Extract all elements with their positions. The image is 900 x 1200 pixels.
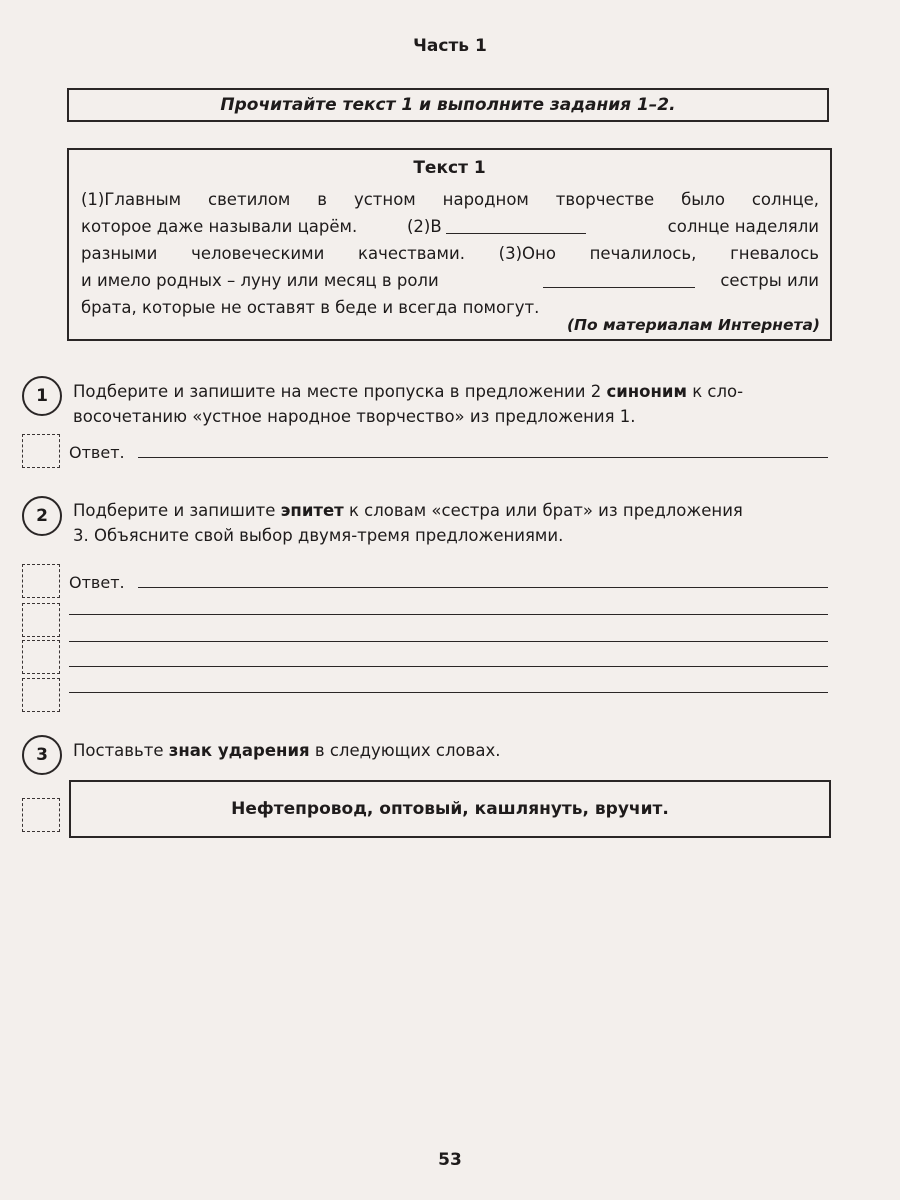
task-2-number: 2 [22, 496, 62, 536]
text1-sentence2-start: (2)В [407, 217, 442, 236]
text1-blank-1 [446, 217, 586, 234]
text1-line-1: (1)Главным светилом в устном народном творчестве было солнце, [81, 190, 819, 209]
instruction-banner: Прочитайте текст 1 и выполните задания 1–2. [67, 88, 829, 122]
task-2-text-a: Подберите и запишите [73, 501, 281, 520]
task-2-answer-line-2[interactable] [69, 614, 828, 615]
task-2-answer-box-2[interactable] [22, 603, 60, 637]
part-title: Часть 1 [413, 36, 487, 56]
page-number: 53 [438, 1150, 462, 1170]
task-1-line-2: восочетанию «устное народное творчество» из предложения 1. [73, 407, 636, 426]
text1-source: (По материалам Интернета) [566, 316, 820, 334]
task-2-text-b: к словам «сестра или брат» из предложения [343, 501, 743, 520]
task-3-keyword: знак ударения [168, 741, 310, 760]
text1-line-2-start: которое даже называли царём. [81, 217, 358, 236]
text1-line-2 [81, 213, 819, 240]
task-1-line-1 [73, 379, 743, 405]
text1-line-4-end: сестры или [720, 271, 819, 290]
task-2-answer-box-1[interactable] [22, 564, 60, 598]
task-3-line-1 [73, 738, 501, 764]
task-1-keyword: синоним [606, 382, 687, 401]
task-2-answer-line-4[interactable] [69, 666, 828, 667]
task-2-line-2: 3. Объясните свой выбор двумя-тремя предложениями. [73, 526, 564, 545]
task-3-answer-box[interactable] [22, 798, 60, 832]
task-2-answer-box-3[interactable] [22, 640, 60, 674]
text1-line-4 [81, 267, 819, 294]
task-2-answer-box-4[interactable] [22, 678, 60, 712]
task-1-answer-label: Ответ. [69, 443, 125, 462]
task-1-answer-line[interactable] [138, 457, 828, 458]
text1-line-2-end: солнце наделяли [667, 217, 819, 236]
text1-line-4-start: и имело родных – луну или месяц в роли [81, 271, 439, 290]
task-3-text-a: Поставьте [73, 741, 169, 760]
task-2-answer-line-3[interactable] [69, 641, 828, 642]
text1-line-5: брата, которые не оставят в беде и всегда помогут. [81, 298, 540, 317]
task-2-line-1 [73, 498, 743, 524]
task-1-number: 1 [22, 376, 62, 416]
text1-blank-2 [543, 271, 695, 288]
task-1-answer-box[interactable] [22, 434, 60, 468]
task-2-answer-label: Ответ. [69, 573, 125, 592]
text1-title: Текст 1 [413, 158, 486, 178]
task-2-answer-line-1[interactable] [138, 587, 828, 588]
task-2-answer-line-5[interactable] [69, 692, 828, 693]
text1-box [67, 148, 832, 341]
text1-line-3: разными человеческими качествами. (3)Оно печалилось, гневалось [81, 244, 819, 263]
task-2-keyword: эпитет [280, 501, 344, 520]
task-3-number: 3 [22, 735, 62, 775]
task-3-words: Нефтепровод, оптовый, кашлянуть, вручит. [69, 780, 831, 838]
task-1-text-b: к сло- [686, 382, 744, 401]
task-3-text-b: в следующих словах. [309, 741, 501, 760]
task-1-text-a: Подберите и запишите на месте пропуска в предложении 2 [73, 382, 607, 401]
